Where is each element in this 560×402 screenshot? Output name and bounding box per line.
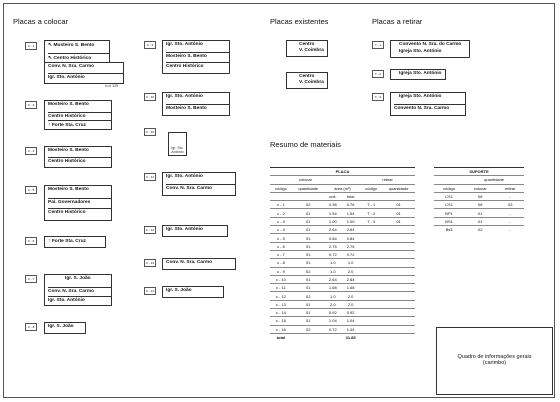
placa-row: c - 3 01 1.00 1.00 T - 3 01 bbox=[270, 217, 415, 225]
placa-row: c - 7 01 0.72 0.72 bbox=[270, 250, 415, 258]
tag-c-6: C - 6 bbox=[25, 237, 37, 245]
tag-c-7: C - 7 bbox=[25, 275, 37, 283]
tag-c-13: C - 13 bbox=[145, 261, 155, 265]
heading-colocar: Placas a colocar bbox=[13, 17, 69, 26]
tag-c-11: C - 11 bbox=[144, 173, 156, 181]
placa-row: c - 15 01 1.04 1.04 bbox=[270, 317, 415, 325]
suporte-row: BP1 01 - bbox=[434, 209, 524, 217]
arrow-up-icon: ↑ bbox=[48, 238, 51, 244]
sign-c-15: Igr. Sto. António bbox=[168, 132, 187, 156]
sign-c-8: Igr. S. João bbox=[44, 322, 86, 334]
tag-t-1: T - 1 bbox=[372, 41, 384, 49]
placa-row: c - 2 01 1.54 1.54 T - 2 01 bbox=[270, 209, 415, 217]
sign-e-1: Centro V. Coimbra bbox=[286, 40, 328, 57]
placa-row: c - 8 01 1.0 1.0 bbox=[270, 259, 415, 267]
heading-retirar: Placas a retirar bbox=[372, 17, 423, 26]
tag-c-12: C - 12 bbox=[145, 228, 155, 232]
suporte-row: CS1 06 03 bbox=[434, 201, 524, 209]
heading-resumo: Resumo de materiais bbox=[270, 140, 341, 149]
placa-row: c - 11 01 1.68 1.68 bbox=[270, 284, 415, 292]
sign-t-2: Igreja Sto. António bbox=[390, 69, 446, 80]
sign-c-11: Igr. Sto. António Conv. N. Sra. Carmo bbox=[162, 172, 236, 196]
table-suporte: SUPORTE quantidade código colocar retirar CS1 06 - CS1 06 03 BP1 01 - BS1 01 - Bs3 02 - bbox=[434, 167, 524, 233]
sign-t-1: Convento N. Sra. do Carmo Igreja Sto. António bbox=[390, 40, 470, 58]
dim-c-2: h=0.125 bbox=[105, 84, 119, 88]
sign-e-2: Centro V. Coimbra bbox=[286, 72, 328, 89]
sign-c-2: Conv. N. Sra. Carmo Igr. Sto. António bbox=[44, 62, 124, 84]
suporte-row: CS1 06 - bbox=[434, 192, 524, 200]
tag-c-14: C - 14 bbox=[145, 289, 155, 293]
arrow-up-left-icon: ↖ bbox=[48, 42, 53, 48]
placa-row: c - 13 01 2.0 2.0 bbox=[270, 300, 415, 308]
placa-row: c - 10 01 2.64 2.64 bbox=[270, 275, 415, 283]
tag-t-3: T - 3 bbox=[372, 93, 384, 101]
placa-row: c - 16 02 0.72 1.44 bbox=[270, 325, 415, 333]
arrow-up-icon: ↑ bbox=[48, 122, 51, 128]
sign-c-1: ↖ Mosteiro S. Bento ↖ Centro Histórico bbox=[44, 40, 110, 64]
placa-row: c - 14 01 0.92 0.92 bbox=[270, 309, 415, 317]
title-block: Quadro de informações gerais (carimbo) bbox=[436, 327, 553, 395]
sign-c-6: ↑ Forte Sta. Cruz bbox=[44, 236, 106, 248]
sign-c-7: Igr. S. João Conv. N. Sra. Carmo Igr. Sto. António bbox=[44, 274, 112, 306]
sign-c-14: Igr. S. João bbox=[162, 286, 224, 298]
placa-row: c - 12 02 1.0 2.0 bbox=[270, 292, 415, 300]
heading-existentes: Placas existentes bbox=[270, 17, 329, 26]
tag-c-3: C - 3 bbox=[25, 101, 37, 109]
sign-c-13: Conv. N. Sra. Carmo bbox=[162, 258, 236, 270]
sign-c-5: Mosteiro S. Bento Pal. Governadores Centro Histórico bbox=[44, 185, 112, 221]
tag-c-1: C - 1 bbox=[25, 42, 37, 50]
tag-c-8: C - 8 bbox=[25, 323, 37, 331]
tag-c-5: C - 5 bbox=[25, 186, 37, 194]
placa-row: c - 9 02 1.0 2.0 bbox=[270, 267, 415, 275]
sign-c-4: Mosteiro S. Bento Centro Histórico bbox=[44, 146, 112, 168]
placa-row: c - 5 01 0.84 0.84 bbox=[270, 234, 415, 242]
sign-t-3: Igreja Sto. António Convento N. Sra. Carmo bbox=[390, 92, 466, 116]
placa-row: c - 4 01 2.64 2.64 bbox=[270, 226, 415, 234]
tag-t-2: T - 2 bbox=[372, 70, 384, 78]
sign-c-10: Igr. Sto. António Mosteiro S. Bento bbox=[162, 92, 230, 116]
arrow-up-left-icon: ↖ bbox=[48, 55, 53, 61]
tag-c-15: C - 15 bbox=[145, 130, 155, 134]
tag-c-9: C - 9 bbox=[144, 41, 156, 49]
sign-c-9: Igr. Sto. António Mosteiro S. Bento Centro Histórico bbox=[162, 40, 230, 74]
tag-c-10: C - 10 bbox=[145, 95, 155, 99]
table-placa: PLACA colocar retirar código quantidade área (m²) código quantidade unit. total c - 1 02 0.38 0.76 T - 1 01 c - 2 01 1.54 1.54 T - 2 01 c - 3 01 1.00 1.00 T - 3 01 c - 4 01 2.64 2.64 c - 5 01 0.84 0.84 c - 6 01 2.75 2.75 c - 7 01 0.72 0.72 c - 8 01 1.0 1.0 c - 9 02 1.0 2.0 c - 10 01 2.64 2.64 c - 11 01 1.68 1.68 c - 12 02 1.0 2.0 c - 13 01 2.0 2.0 c - 14 01 0.92 0.92 c - 15 01 1.04 1.04 c - 16 02 0.72 1.44 total 31.85 bbox=[270, 167, 415, 341]
suporte-row: BS1 01 - bbox=[434, 217, 524, 225]
sign-c-12: Igr. Sto. António bbox=[162, 225, 228, 237]
sign-c-3: Mosteiro S. Bento Centro Histórico ↑ Forte Sta. Cruz bbox=[44, 100, 112, 130]
placa-row: c - 1 02 0.38 0.76 T - 1 01 bbox=[270, 201, 415, 209]
suporte-row: Bs3 02 - bbox=[434, 226, 524, 234]
tag-c-4: C - 4 bbox=[25, 147, 37, 155]
placa-row: c - 6 01 2.75 2.75 bbox=[270, 242, 415, 250]
